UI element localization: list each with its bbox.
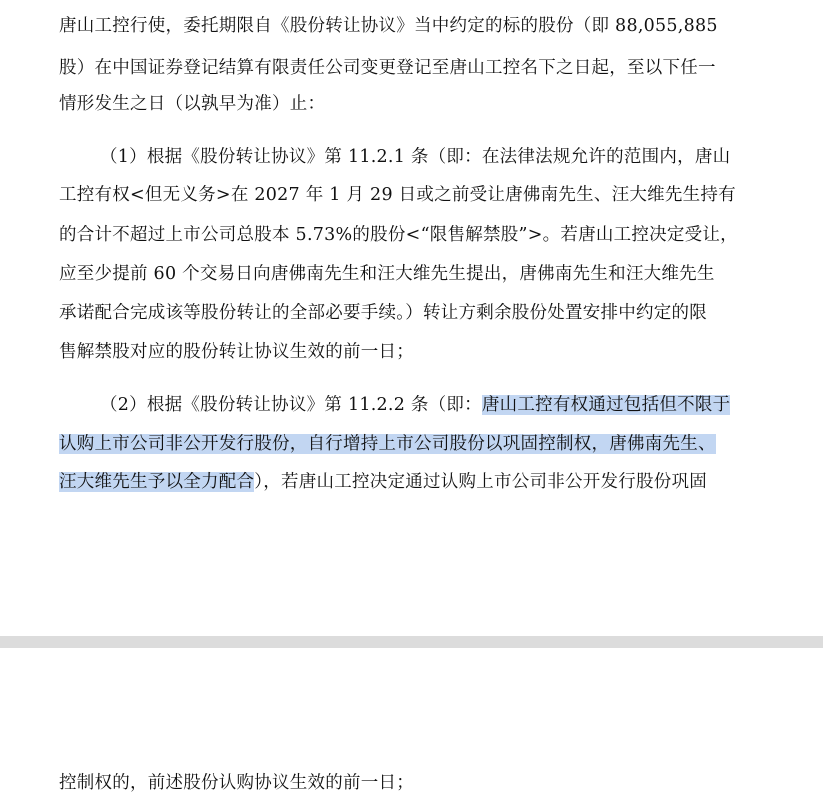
text-run: 股）在中国证券登记结算有限责任公司变更登记至唐山工控名下之日起，至以下任一 [59,58,716,78]
text-run: 控制权的，前述股份认购协议生效的前一日； [59,773,414,793]
text-line [59,183,736,207]
text-line [59,771,414,795]
text-run: 情形发生之日（以孰早为准）止： [59,94,326,114]
selected-text-run: 认购上市公司非公开发行股份，自行增持上市公司股份以巩固控制权，唐佛南先生、 [59,434,716,454]
text-run: 工控有权<但无义务>在 2027 年 1 月 29 日或之前受让唐佛南先生、汪大维先生持有 [59,185,736,205]
text-run: 应至少提前 60 个交易日向唐佛南先生和汪大维先生提出，唐佛南先生和汪大维先生 [59,264,715,284]
text-line [59,301,707,325]
text-line [59,14,718,38]
page-separator [0,636,823,648]
text-line [59,92,325,116]
text-line [100,393,730,417]
selected-text-run: 唐山工控有权通过包括但不限于 [481,395,731,415]
text-run: 承诺配合完成该等股份转让的全部必要手续。）转让方剩余股份处置安排中约定的限 [59,303,707,323]
text-line [59,56,716,80]
text-run: （2）根据《股份转让协议》第 11.2.2 条（即： [100,395,482,415]
text-run: 售解禁股对应的股份转让协议生效的前一日； [59,342,414,362]
text-line [59,262,715,286]
document-page-2 [0,648,823,806]
text-run: ），若唐山工控决定通过认购上市公司非公开发行股份巩固 [254,472,707,492]
text-run: （1）根据《股份转让协议》第 11.2.1 条（即：在法律法规允许的范围内，唐山 [100,147,731,167]
text-line [59,340,414,364]
text-line [59,470,707,494]
text-line [100,145,730,169]
text-line [59,432,716,456]
text-line [59,223,738,247]
selected-text-run: 汪大维先生予以全力配合 [59,472,255,492]
text-run: 的合计不超过上市公司总股本 5.73%的股份<“限售解禁股”>。若唐山工控决定受让， [59,225,738,245]
text-run: 唐山工控行使，委托期限自《股份转让协议》当中约定的标的股份（即 88,055,885 [59,16,718,36]
